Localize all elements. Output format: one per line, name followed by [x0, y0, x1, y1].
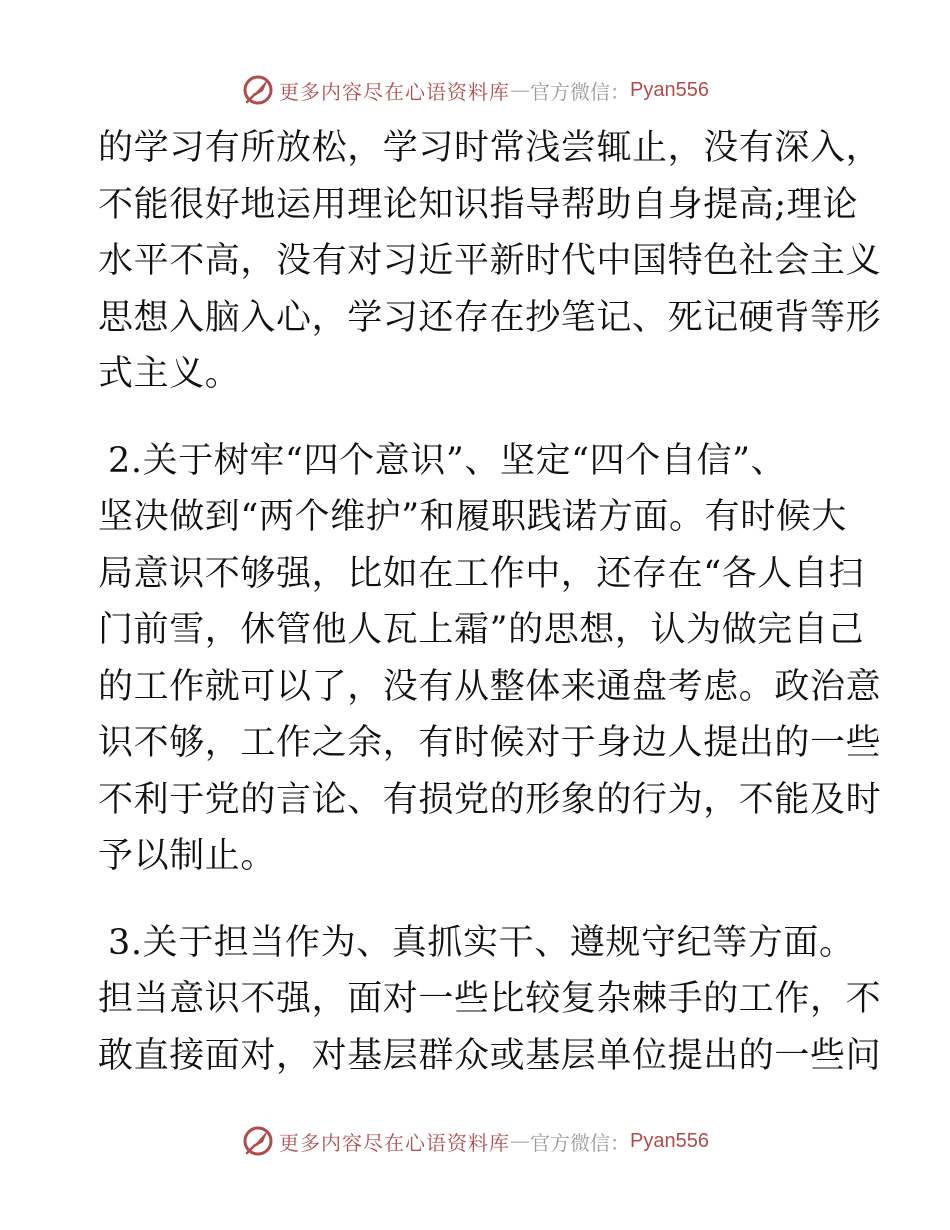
text-line: 3.关于担当作为、真抓实干、遵规守纪等方面。 [108, 922, 855, 963]
text-line: 2.关于树牢“四个意识”、坚定“四个自信”、 [108, 440, 787, 481]
watermark-text: 更多内容尽在心语资料库 [279, 79, 511, 104]
text-line: 思想入脑入心，学习还存在抄笔记、死记硬背等形 [98, 297, 882, 338]
text-line: 识不够，工作之余，有时候对于身边人提出的一些 [98, 723, 882, 763]
text-line: 敢直接面对，对基层群众或基层单位提出的一些问 [98, 1035, 882, 1076]
text-line: 局意识不够强，比如在工作中，还存在“各人自扫 [98, 553, 865, 594]
wechat-id: Pyan556 [630, 1129, 709, 1152]
document-body [98, 120, 882, 1084]
header-watermark [0, 70, 950, 110]
text-line: 予以制止。 [98, 836, 277, 876]
text-line: 水平不高，没有对习近平新时代中国特色社会主义 [98, 241, 882, 281]
text-line: 的学习有所放松，学习时常浅尝辄止，没有深入， [98, 128, 882, 168]
watermark-dash: — [510, 78, 531, 102]
paragraph-spacer [98, 403, 858, 433]
footer-watermark [0, 1121, 950, 1161]
wechat-id: Pyan556 [630, 78, 709, 101]
watermark-dash: — [510, 1129, 531, 1153]
feather-logo-icon [241, 73, 275, 107]
text-line: 门前雪，休管他人瓦上霜”的思想，认为做完自己 [98, 610, 865, 650]
paragraph-item-2 [98, 433, 882, 885]
feather-logo-icon [241, 1124, 275, 1158]
text-line: 的工作就可以了，没有从整体来通盘考虑。政治意 [98, 666, 882, 707]
text-line: 不利于党的言论、有损党的形象的行为，不能及时 [98, 779, 882, 820]
text-line: 担当意识不强，面对一些比较复杂棘手的工作，不 [98, 979, 882, 1019]
paragraph-spacer [98, 885, 858, 915]
paragraph-continued [98, 120, 882, 403]
text-line: 式主义。 [98, 354, 241, 394]
text-line: 坚决做到“两个维护”和履职践诺方面。有时候大 [98, 497, 847, 537]
wechat-label: 官方微信： [530, 1130, 631, 1155]
watermark-text: 更多内容尽在心语资料库 [279, 1130, 511, 1155]
paragraph-item-3 [98, 915, 882, 1085]
wechat-label: 官方微信： [530, 79, 631, 104]
text-line: 不能很好地运用理论知识指导帮助自身提高;理论 [98, 184, 858, 225]
